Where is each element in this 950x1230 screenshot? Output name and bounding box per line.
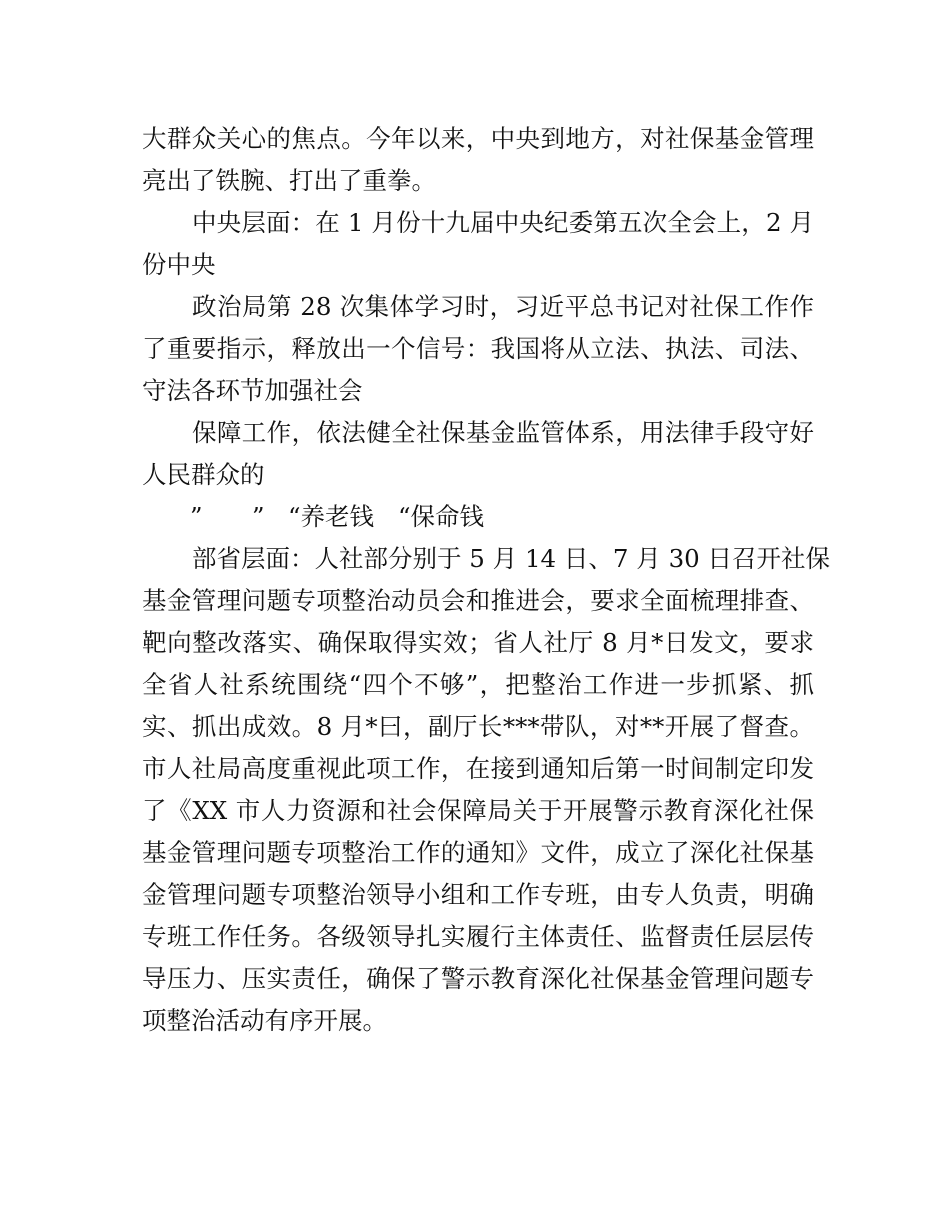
text-line: 人民群众的 — [142, 460, 265, 489]
text-line: 政治局第 28 次集体学习时，习近平总书记对社保工作作 — [192, 292, 814, 321]
text-line: 守法各环节加强社会 — [142, 376, 363, 405]
text-line: 靶向整改落实、确保取得实效；省人社厅 8 月*日发文，要求 — [142, 628, 814, 657]
text-line: 专班工作任务。各级领导扎实履行主体责任、监督责任层层传 — [142, 922, 814, 951]
text-line: 项整治活动有序开展。 — [142, 1006, 387, 1035]
text-line: 了《XX 市人力资源和社会保障局关于开展警示教育深化社保 — [142, 796, 814, 825]
text-line: 份中央 — [142, 250, 216, 279]
text-line: 亮出了铁腕、打出了重拳。 — [142, 166, 436, 195]
text-line: 金管理问题专项整治领导小组和工作专班，由专人负责，明确 — [142, 880, 814, 909]
document-body — [142, 118, 831, 1042]
quote-fragment: ” — [190, 502, 203, 531]
text-line: 中央层面：在 1 月份十九届中央纪委第五次全会上，2 月 — [192, 208, 814, 237]
text-line: 实、抓出成效。8 月*曰，副厅长***带队，对**开展了督查。 — [142, 712, 814, 741]
quote-fragment: ” — [252, 502, 265, 531]
text-line: 基金管理问题专项整治动员会和推进会，要求全面梳理排查、 — [142, 586, 814, 615]
text-line: 部省层面：人社部分别于 5 月 14 日、7 月 30 日召开社保 — [192, 544, 831, 573]
text-line: 市人社局高度重视此项工作，在接到通知后第一时间制定印发 — [142, 754, 814, 783]
text-line: 保障工作，依法健全社保基金监管体系，用法律手段守好 — [192, 418, 814, 447]
text-line: 基金管理问题专项整治工作的通知》文件，成立了深化社保基 — [142, 838, 814, 867]
text-line: 全省人社系统围绕“四个不够”，把整治工作进一步抓紧、抓 — [142, 670, 814, 699]
quote-fragment-line — [142, 496, 814, 538]
text-line: 大群众关心的焦点。今年以来，中央到地方，对社保基金管理 — [142, 124, 814, 153]
quote-fragment: “保命钱 — [398, 502, 485, 531]
text-line: 导压力、压实责任，确保了警示教育深化社保基金管理问题专 — [142, 964, 814, 993]
text-line: 了重要指示，释放出一个信号：我国将从立法、执法、司法、 — [142, 334, 814, 363]
quote-fragment: “养老钱 — [288, 502, 375, 531]
